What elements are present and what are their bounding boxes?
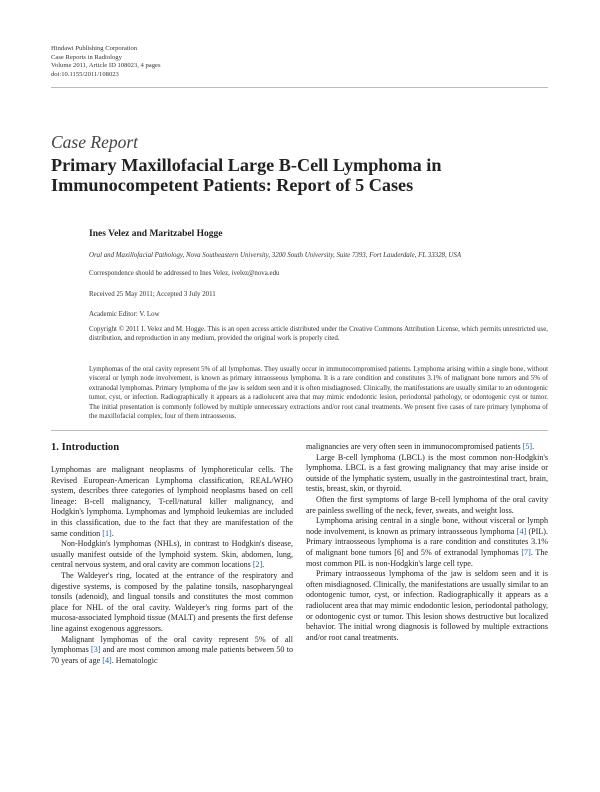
journal-name: Case Reports in Radiology <box>51 53 122 61</box>
text-run: Malignant lymphomas of the oral cavity represent 5% of all lymphomas <box>51 634 293 655</box>
citation-link[interactable]: [1] <box>102 528 112 538</box>
affiliation: Oral and Maxillofacial Pathology, Nova Southeastern University, 3200 South University, Suite 7393, Fort Lauderdale, FL 33328, USA <box>89 252 462 259</box>
academic-editor: Academic Editor: V. Low <box>89 311 160 318</box>
text-run: Non-Hodgkin's lymphomas (NHLs), in contrast to Hodgkin's disease, usually manifest outside of the lymphoid system. Skin, abdomen, lung, central nervous system, and oral cavity are common locations <box>51 539 293 570</box>
text-run: . <box>532 442 535 451</box>
header-divider <box>51 87 548 88</box>
volume-info: Volume 2011, Article ID 108023, 4 pages <box>51 62 161 70</box>
paragraph <box>51 635 293 667</box>
citation-link[interactable]: [4] <box>102 655 112 665</box>
citation-link[interactable]: [5] <box>522 442 533 451</box>
text-run: Lymphomas are malignant neoplasms of lymphoreticular cells. The Revised European-American Lymphoma classification, REAL/WHO system, describes three categories of lymphoid neoplasms based on cell lineage: B-cell malignancy, T-cell/natural killer malignancy, and Hodgkin's lymphoma. Lymphomas and lymphoid leukemias are included in this classification, due to the fact that they are manifestation of the same condition <box>51 465 293 538</box>
citation-link[interactable]: [7] <box>521 547 531 557</box>
text-run: . The most common PIL is non-Hodgkin's large cell type. <box>306 547 548 568</box>
abstract-divider <box>51 430 548 431</box>
paragraph: Large B-cell lymphoma (LBCL) is the most common non-Hodgkin's lymphoma. LBCL is a fast growing malignancy that may arise inside or outside of the lymphatic system, usually in the gastrointestinal tract, brain, testis, breast, skin, or thyroid. <box>306 452 548 494</box>
text-run: Lymphoma arising central in a single bone, without visceral or lymph node involvement, is known as primary intraosseous lymphoma <box>306 516 548 536</box>
section-heading: 1. Introduction <box>51 442 120 453</box>
journal-header <box>51 45 161 79</box>
citation-link[interactable]: [4] <box>516 526 527 536</box>
text-run: and are most common among male patients between 50 to 70 years of age <box>51 645 293 665</box>
article-title: Primary Maxillofacial Large B-Cell Lymphoma in Immunocompetent Patients: Report of 5 Cases <box>51 155 442 195</box>
author-list: Ines Velez and Maritzabel Hogge <box>89 229 223 239</box>
text-run: . Hematologic <box>111 655 158 665</box>
correspondence[interactable]: Correspondence should be addressed to Ines Velez, ivelez@nova.edu <box>89 270 280 277</box>
paragraph <box>51 465 293 539</box>
copyright-notice: Copyright © 2011 I. Velez and M. Hogge. This is an open access article distributed under the Creative Commons Attribution License, which permits unrestricted use, distribution, and reproduction in any medium, provided the original work is properly cited. <box>89 326 548 343</box>
paragraph: Primary intraosseous lymphoma of the jaw is seldom seen and it is often misdiagnosed. Clinically, the manifestations are usually similar to an odontogenic tumor, cyst, or infection. Radiographically it appears as a radiolucent area that may mimic endodontic lesion, periodontal pathology, or odontogenic cyst or tumor. This lesion shows destructive but localized behavior. The initial wrong diagnosis is followed by multiple extractions and/or root canal treatments. <box>306 569 548 642</box>
paragraph: Often the first symptoms of large B-cell lymphoma of the oral cavity are painless swelling of the neck, fever, sweats, and weight loss. <box>306 494 548 515</box>
citation-link[interactable]: [3] <box>91 645 101 655</box>
article-type: Case Report <box>51 132 139 152</box>
citation-link[interactable]: [2] <box>252 560 263 570</box>
doi-text: doi:10.1155/2011/108023 <box>51 70 119 78</box>
received-accepted-dates: Received 25 May 2011; Accepted 3 July 2011 <box>89 291 216 298</box>
text-run: . <box>262 560 265 570</box>
abstract: Lymphomas of the oral cavity represent 5% of all lymphomas. They usually occur in immunocompromised patients. Lymphoma arising within a single bone, without visceral or lymph node involvement, is known as primary intraosseous lymphoma. It is a rare condition and constitutes 3.1% of malignant bone tumors and 5% of extranodal lymphomas. Primary lymphoma of the jaw is seldom seen and it is often misdiagnosed. Clinically, the manifestations are usually similar to an odontogenic tumor, cyst, or infection. Radiographically it appears as a radiolucent area that may mimic endodontic lesion, periodontal pathology, or odontogenic cyst or tumor. The initial presentation is commonly followed by multiple unnecessary extractions and/or root canal treatments. We present five cases of rare primary lymphoma of the maxillofacial complex, four of them intraosseous. <box>89 366 548 421</box>
text-run: malignancies are very often seen in immunocompromised patients <box>306 442 523 451</box>
paragraph <box>51 539 293 571</box>
text-run: (PIL). Primary intraosseous lymphoma is a rare condition and constitutes 3.1% of malignant bone tumors [6] and 5% of extranodal lymphomas <box>306 526 549 557</box>
text-run: . <box>111 528 114 538</box>
left-column <box>51 465 293 666</box>
publisher-name: Hindawi Publishing Corporation <box>51 45 138 52</box>
right-column <box>306 442 548 643</box>
paragraph <box>306 442 548 453</box>
paragraph: The Waldeyer's ring, located at the entrance of the respiratory and digestive systems, is composed by the palatine tonsils, nasopharyngeal tonsils (adenoid), and lingual tonsils and constitutes the most common place for NHL of the oral cavity. Waldeyer's ring forms part of the mucosa-associated lymphoid tissue (MALT) and presents the first defense line against exogenous aggressors. <box>51 570 293 633</box>
paragraph <box>306 516 548 569</box>
